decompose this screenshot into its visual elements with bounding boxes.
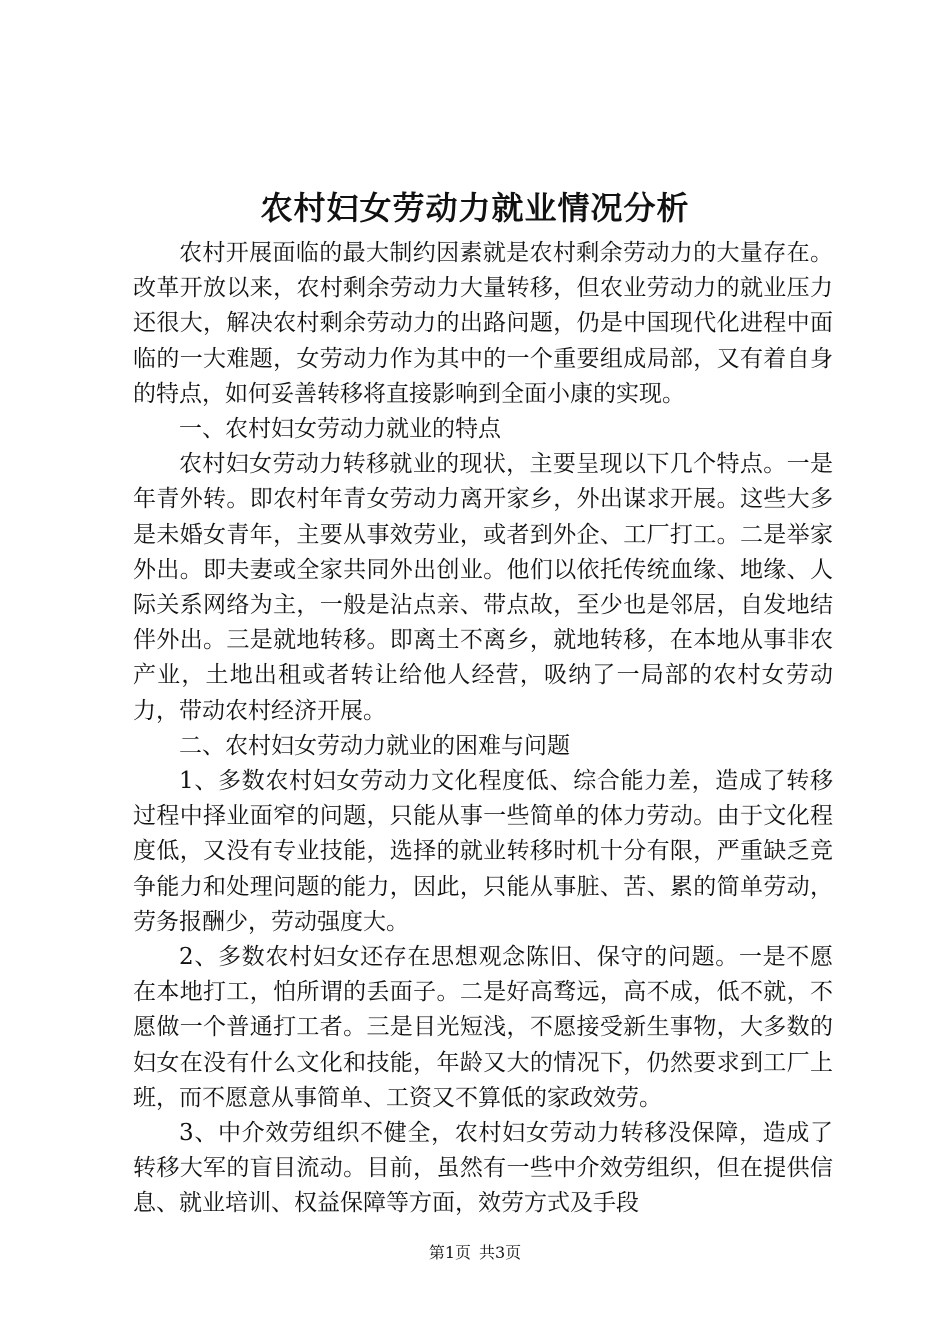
document-body: [133, 236, 833, 1222]
section-heading: 二、农村妇女劳动力就业的困难与问题: [179, 732, 570, 759]
document-title: 农村妇女劳动力就业情况分析: [260, 189, 690, 227]
body-paragraph: 农村开展面临的最大制约因素就是农村剩余劳动力的大量存在。改革开放以来，农村剩余劳动力大量转移，但农业劳动力的就业压力还很大，解决农村剩余劳动力的出路问题，仍是中国现代化进程中面临的一大难题，女劳动力作为其中的一个重要组成局部，又有着自身的特点，如何妥善转移将直接影响到全面小康的实现。: [133, 240, 833, 407]
page-number: 第1页: [428, 1243, 471, 1262]
page-total: 共3页: [479, 1243, 522, 1262]
body-paragraph: 1、多数农村妇女劳动力文化程度低、综合能力差，造成了转移过程中择业面窄的问题，只能从事一些简单的体力劳动。由于文化程度低，又没有专业技能，选择的就业转移时机十分有限，严重缺乏竞争能力和处理问题的能力，因此，只能从事脏、苦、累的简单劳动，劳务报酬少，劳动强度大。: [133, 768, 833, 935]
section-heading: 一、农村妇女劳动力就业的特点: [179, 416, 501, 443]
body-paragraph: 2、多数农村妇女还存在思想观念陈旧、保守的问题。一是不愿在本地打工，怕所谓的丢面子。二是好高骛远，高不成，低不就，不愿做一个普通打工者。三是目光短浅，不愿接受新生事物，大多数的妇女在没有什么文化和技能，年龄又大的情况下，仍然要求到工厂上班，而不愿意从事简单、工资又不算低的家政效劳。: [133, 944, 833, 1111]
body-paragraph: 农村妇女劳动力转移就业的现状，主要呈现以下几个特点。一是年青外转。即农村年青女劳动力离开家乡，外出谋求开展。这些大多是未婚女青年，主要从事效劳业，或者到外企、工厂打工。二是举家外出。即夫妻或全家共同外出创业。他们以依托传统血缘、地缘、人际关系网络为主，一般是沾点亲、带点故，至少也是邻居，自发地结伴外出。三是就地转移。即离土不离乡，就地转移，在本地从事非农产业，土地出租或者转让给他人经营，吸纳了一局部的农村女劳动力，带动农村经济开展。: [133, 451, 833, 724]
page-footer: [0, 1242, 950, 1264]
body-paragraph: 3、中介效劳组织不健全，农村妇女劳动力转移没保障，造成了转移大军的盲目流动。目前，虽然有一些中介效劳组织，但在提供信息、就业培训、权益保障等方面，效劳方式及手段: [133, 1120, 833, 1217]
